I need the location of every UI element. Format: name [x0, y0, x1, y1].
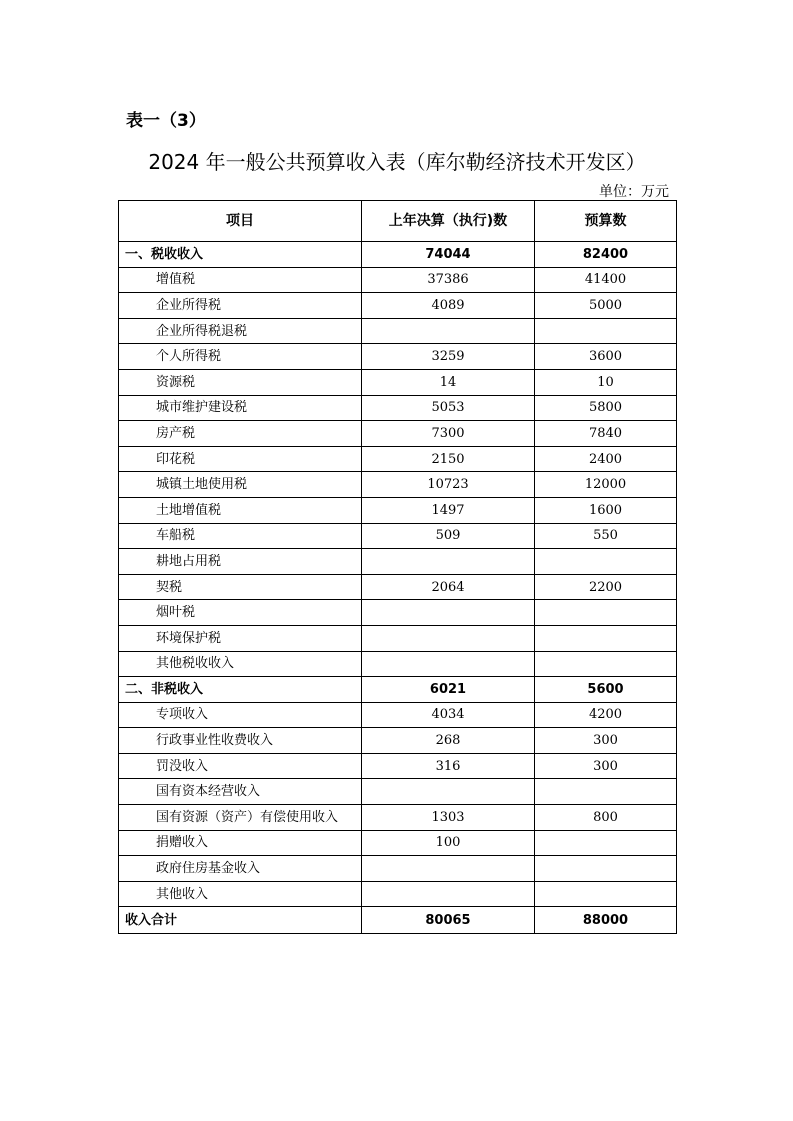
row-prev-actual-cell: [362, 318, 535, 344]
row-name-cell: 房产税: [119, 421, 362, 447]
row-budget-cell: 1600: [535, 497, 677, 523]
table-row: [119, 651, 677, 677]
table-row: [119, 881, 677, 907]
row-prev-actual-cell: 509: [362, 523, 535, 549]
row-prev-actual-cell: 2150: [362, 446, 535, 472]
row-budget-cell: 7840: [535, 421, 677, 447]
row-budget-cell: 2400: [535, 446, 677, 472]
row-prev-actual-cell: 4089: [362, 293, 535, 319]
row-name-cell: 增值税: [119, 267, 362, 293]
row-prev-actual-cell: [362, 625, 535, 651]
budget-table: [118, 200, 677, 934]
row-budget-cell: 800: [535, 805, 677, 831]
category-row: [119, 677, 677, 703]
row-prev-actual-cell: [362, 856, 535, 882]
row-name-cell: 政府住房基金收入: [119, 856, 362, 882]
row-budget-cell: 5600: [535, 677, 677, 703]
row-name-cell: 行政事业性收费收入: [119, 728, 362, 754]
table-row: [119, 856, 677, 882]
row-budget-cell: 88000: [535, 907, 677, 934]
row-prev-actual-cell: [362, 779, 535, 805]
row-budget-cell: [535, 600, 677, 626]
row-prev-actual-cell: [362, 549, 535, 575]
row-budget-cell: 12000: [535, 472, 677, 498]
row-budget-cell: 5000: [535, 293, 677, 319]
table-row: [119, 753, 677, 779]
row-prev-actual-cell: [362, 651, 535, 677]
row-budget-cell: [535, 318, 677, 344]
row-prev-actual-cell: 10723: [362, 472, 535, 498]
row-budget-cell: [535, 881, 677, 907]
row-budget-cell: [535, 779, 677, 805]
row-prev-actual-cell: 7300: [362, 421, 535, 447]
row-budget-cell: [535, 549, 677, 575]
row-name-cell: 一、税收收入: [119, 242, 362, 268]
row-budget-cell: [535, 830, 677, 856]
header-budget: 预算数: [535, 201, 677, 242]
row-name-cell: 车船税: [119, 523, 362, 549]
row-prev-actual-cell: 6021: [362, 677, 535, 703]
row-prev-actual-cell: 100: [362, 830, 535, 856]
table-row: [119, 497, 677, 523]
row-prev-actual-cell: 37386: [362, 267, 535, 293]
row-name-cell: 收入合计: [119, 907, 362, 934]
category-row: [119, 242, 677, 268]
header-prev-actual: 上年决算（执行)数: [362, 201, 535, 242]
row-budget-cell: 82400: [535, 242, 677, 268]
row-name-cell: 城市维护建设税: [119, 395, 362, 421]
table-row: [119, 344, 677, 370]
table-row: [119, 549, 677, 575]
row-name-cell: 其他收入: [119, 881, 362, 907]
table-row: [119, 472, 677, 498]
row-budget-cell: 41400: [535, 267, 677, 293]
table-header-row: [119, 201, 677, 242]
row-name-cell: 契税: [119, 574, 362, 600]
page-title: 2024 年一般公共预算收入表（库尔勒经济技术开发区）: [148, 150, 646, 174]
table-row: [119, 779, 677, 805]
row-prev-actual-cell: 5053: [362, 395, 535, 421]
row-prev-actual-cell: [362, 881, 535, 907]
table-body: [119, 242, 677, 934]
row-budget-cell: 5800: [535, 395, 677, 421]
row-name-cell: 个人所得税: [119, 344, 362, 370]
unit-label: 单位：万元: [599, 184, 669, 200]
row-budget-cell: [535, 651, 677, 677]
row-prev-actual-cell: 1497: [362, 497, 535, 523]
row-prev-actual-cell: [362, 600, 535, 626]
row-name-cell: 二、非税收入: [119, 677, 362, 703]
row-name-cell: 土地增值税: [119, 497, 362, 523]
total-row: [119, 907, 677, 934]
header-item: 项目: [119, 201, 362, 242]
row-name-cell: 其他税收收入: [119, 651, 362, 677]
row-budget-cell: 3600: [535, 344, 677, 370]
table-row: [119, 702, 677, 728]
row-prev-actual-cell: 80065: [362, 907, 535, 934]
row-prev-actual-cell: 1303: [362, 805, 535, 831]
table-row: [119, 523, 677, 549]
row-budget-cell: 10: [535, 369, 677, 395]
row-budget-cell: 550: [535, 523, 677, 549]
row-name-cell: 捐赠收入: [119, 830, 362, 856]
row-name-cell: 城镇土地使用税: [119, 472, 362, 498]
table-row: [119, 625, 677, 651]
row-prev-actual-cell: 316: [362, 753, 535, 779]
table-row: [119, 805, 677, 831]
table-row: [119, 395, 677, 421]
table-row: [119, 600, 677, 626]
table-row: [119, 574, 677, 600]
row-name-cell: 国有资源（资产）有偿使用收入: [119, 805, 362, 831]
row-prev-actual-cell: 2064: [362, 574, 535, 600]
row-name-cell: 专项收入: [119, 702, 362, 728]
table-row: [119, 318, 677, 344]
row-budget-cell: [535, 625, 677, 651]
table-row: [119, 446, 677, 472]
row-name-cell: 企业所得税: [119, 293, 362, 319]
row-prev-actual-cell: 3259: [362, 344, 535, 370]
table-row: [119, 728, 677, 754]
table-label: 表一（3）: [126, 111, 206, 131]
row-name-cell: 国有资本经营收入: [119, 779, 362, 805]
row-prev-actual-cell: 4034: [362, 702, 535, 728]
row-budget-cell: 300: [535, 728, 677, 754]
table-row: [119, 830, 677, 856]
table-row: [119, 421, 677, 447]
table-row: [119, 369, 677, 395]
row-budget-cell: [535, 856, 677, 882]
row-name-cell: 企业所得税退税: [119, 318, 362, 344]
table-row: [119, 267, 677, 293]
row-name-cell: 资源税: [119, 369, 362, 395]
row-prev-actual-cell: 74044: [362, 242, 535, 268]
row-prev-actual-cell: 268: [362, 728, 535, 754]
row-budget-cell: 300: [535, 753, 677, 779]
row-name-cell: 罚没收入: [119, 753, 362, 779]
table-row: [119, 293, 677, 319]
row-prev-actual-cell: 14: [362, 369, 535, 395]
row-name-cell: 印花税: [119, 446, 362, 472]
row-name-cell: 耕地占用税: [119, 549, 362, 575]
row-name-cell: 烟叶税: [119, 600, 362, 626]
row-budget-cell: 4200: [535, 702, 677, 728]
row-name-cell: 环境保护税: [119, 625, 362, 651]
row-budget-cell: 2200: [535, 574, 677, 600]
